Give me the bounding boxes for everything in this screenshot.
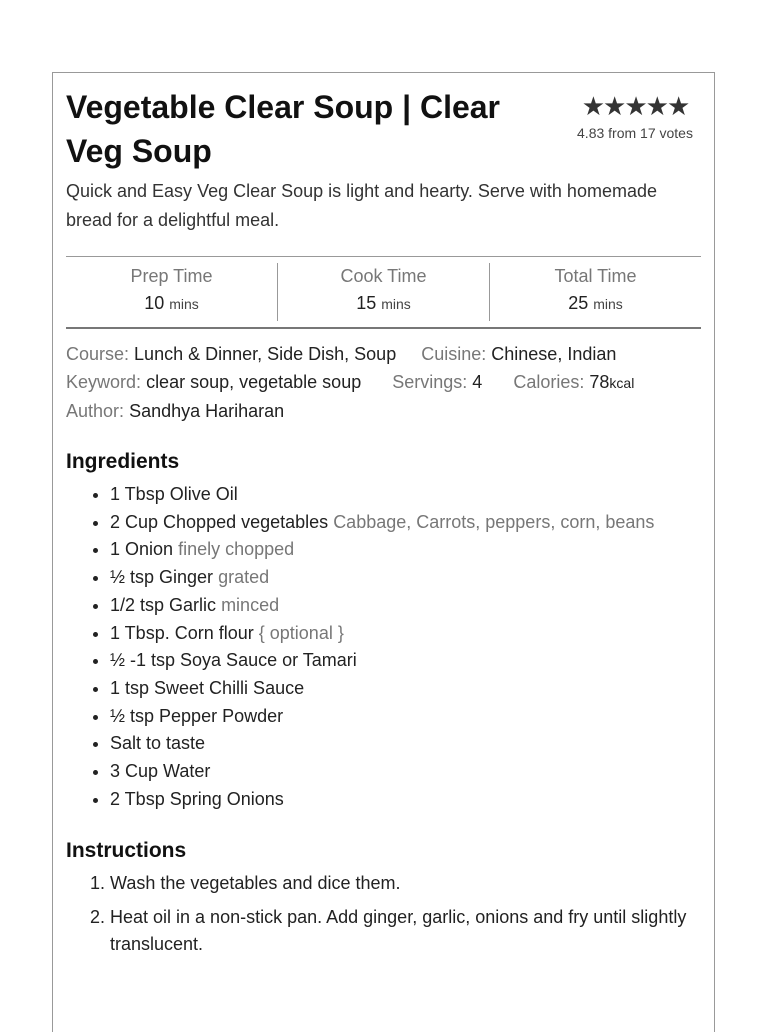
prep-time-label: Prep Time xyxy=(130,266,213,286)
instruction-step: 2. Heat oil in a non-stick pan. Add ginger, garlic, onions and fry until slightly translucent. xyxy=(110,904,750,958)
list-item: • 2 Tbsp Spring Onions xyxy=(110,786,750,814)
ingredients-heading: Ingredients xyxy=(66,450,180,473)
servings-label: Servings: xyxy=(392,372,468,392)
calories-value: 78kcal xyxy=(589,372,635,392)
instructions-heading: Instructions xyxy=(66,839,187,862)
total-time-label: Total Time xyxy=(554,266,637,286)
list-item: • 1 Onion finely chopped xyxy=(110,536,750,564)
prep-time xyxy=(66,257,277,327)
cook-time-value: 15 mins xyxy=(356,293,411,313)
list-item: • 1 Tbsp. Corn flour { optional } xyxy=(110,620,750,648)
list-item: • ½ tsp Pepper Powder xyxy=(110,703,750,731)
recipe-title: Vegetable Clear Soup | Clear Veg Soup xyxy=(66,89,500,169)
author-label: Author: xyxy=(66,401,125,421)
recipe-summary: Quick and Easy Veg Clear Soup is light and hearty. Serve with homemade bread for a delightful meal. xyxy=(66,181,657,230)
recipe-meta xyxy=(66,340,706,425)
recipe-card xyxy=(52,72,715,1032)
list-item: • ½ tsp Ginger grated xyxy=(110,564,750,592)
rating[interactable] xyxy=(563,91,707,141)
star-rating-icon[interactable]: ★★★★★ xyxy=(581,91,689,121)
cuisine-value: Chinese, Indian xyxy=(491,344,617,364)
list-item: • 1 tsp Sweet Chilli Sauce xyxy=(110,675,750,703)
course-label: Course: xyxy=(66,344,130,364)
list-item: • 2 Cup Chopped vegetables Cabbage, Carrots, peppers, corn, beans xyxy=(110,509,750,537)
meta-row-course xyxy=(66,340,706,368)
servings-value[interactable]: 4 xyxy=(472,372,483,392)
list-item: • 1/2 tsp Garlic minced xyxy=(110,592,750,620)
recipe-times xyxy=(66,256,701,329)
cook-time-label: Cook Time xyxy=(340,266,427,286)
list-item: • 1 Tbsp Olive Oil xyxy=(110,481,750,509)
cuisine-label: Cuisine: xyxy=(421,344,487,364)
list-item: • 3 Cup Water xyxy=(110,758,750,786)
total-time-value: 25 mins xyxy=(568,293,623,313)
instruction-step: 1. Wash the vegetables and dice them. xyxy=(110,870,750,897)
keyword-label: Keyword: xyxy=(66,372,142,392)
list-item: • Salt to taste xyxy=(110,730,750,758)
list-item: • ½ -1 tsp Soya Sauce or Tamari xyxy=(110,647,750,675)
ingredients-list xyxy=(66,481,750,813)
total-time xyxy=(489,263,701,321)
author-value: Sandhya Hariharan xyxy=(129,401,285,421)
keyword-value: clear soup, vegetable soup xyxy=(146,372,362,392)
prep-time-value: 10 mins xyxy=(144,293,199,313)
meta-row-author xyxy=(66,397,706,425)
cook-time xyxy=(277,263,489,321)
calories-label: Calories: xyxy=(513,372,585,392)
course-value: Lunch & Dinner, Side Dish, Soup xyxy=(134,344,397,364)
rating-votes: 4.83 from 17 votes xyxy=(577,125,693,141)
meta-row-keyword xyxy=(66,368,706,397)
instructions-list xyxy=(66,870,750,965)
